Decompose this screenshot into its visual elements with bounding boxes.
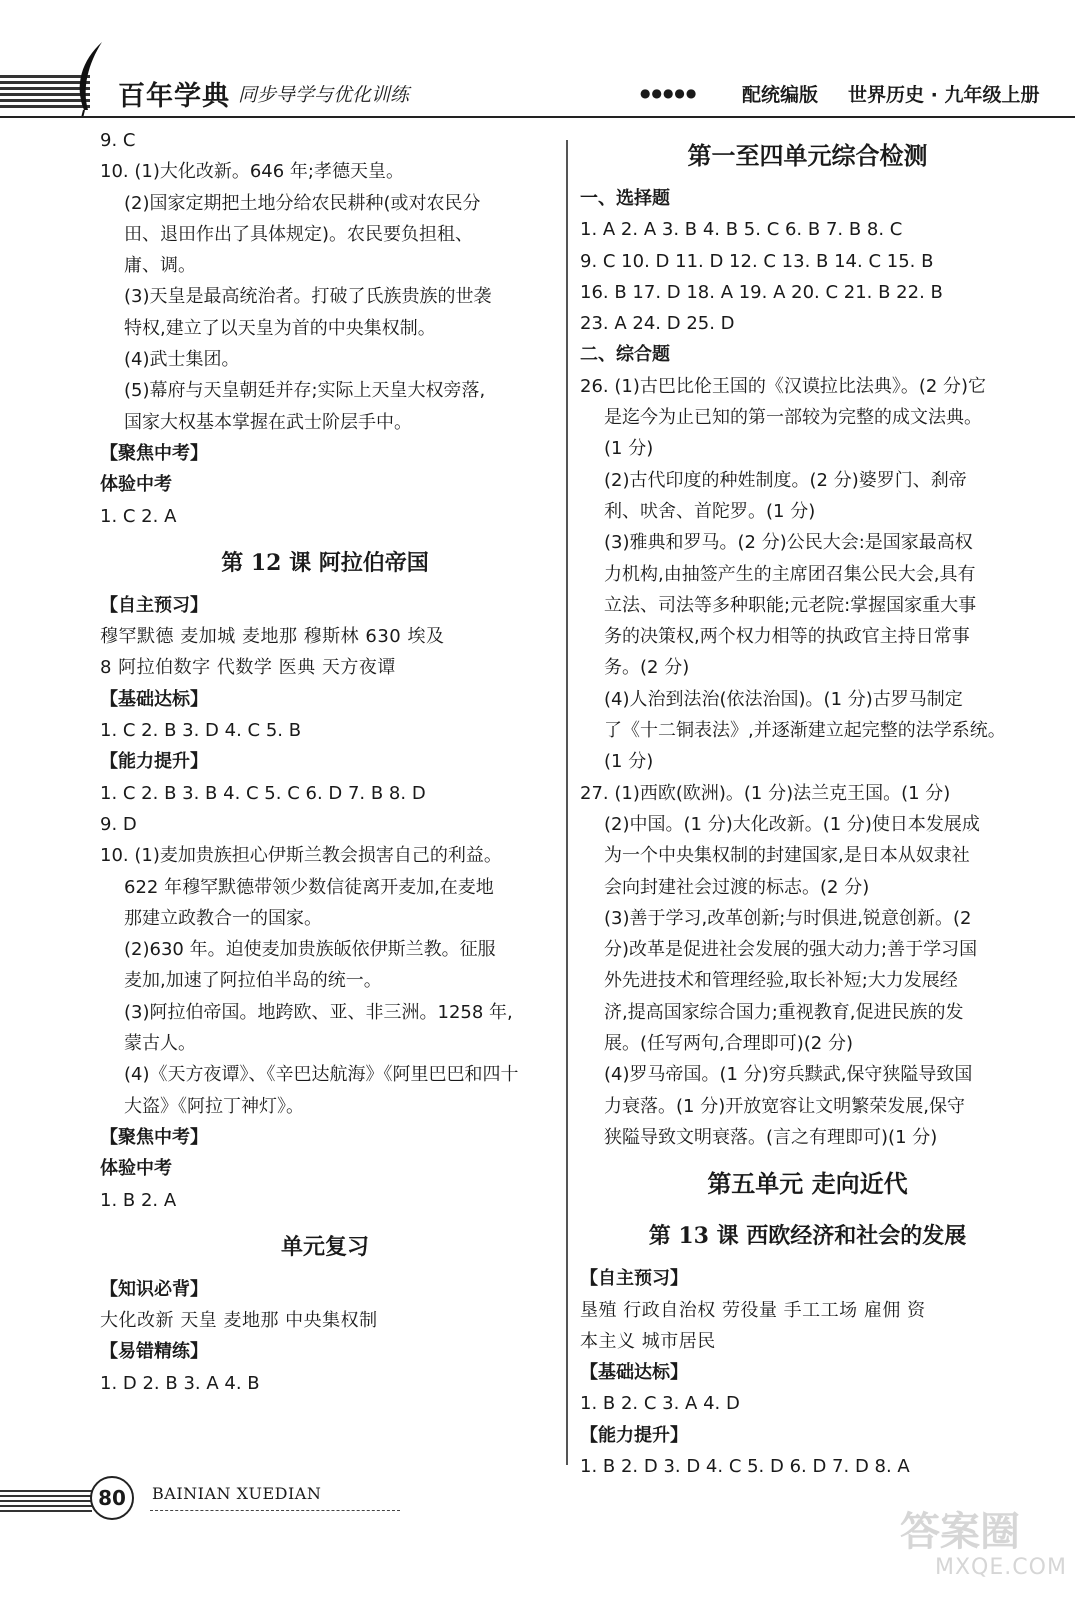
answer-line: 国家大权基本掌握在武士阶层手中。 [124,411,412,433]
answer-line: (3)天皇是最高统治者。打破了氏族贵族的世袭 [124,286,492,308]
answer-line: 力机构,由抽签产生的主席团召集公民大会,具有 [604,563,976,585]
left-column [100,125,550,1399]
answer-line: (1 分) [604,751,654,773]
answer-line: 1. A 2. A 3. B 4. B 5. C 6. B 7. B 8. C [580,219,903,241]
answer-line: 利、吠舍、首陀罗。(1 分) [604,500,816,522]
section-label: 【易错精练】 [100,1341,208,1363]
section-label: 【基础达标】 [580,1362,688,1384]
answer-line: 外先进技术和管理经验,取长补短;大力发展经 [604,970,958,992]
section-label: 【自主预习】 [580,1268,688,1290]
quill-pen-icon [62,40,114,118]
right-column [580,125,1035,1482]
lesson-title: 单元复习 [280,1233,369,1260]
section-label: 【能力提升】 [580,1424,688,1446]
footer-pinyin: BAINIAN XUEDIAN [152,1484,322,1503]
answer-line: 展。(任写两句,合理即可)(2 分) [604,1033,853,1055]
lesson-title: 第 12 课 阿拉伯帝国 [221,549,429,576]
answer-line: 大化改新 天皇 麦地那 中央集权制 [100,1310,378,1332]
answer-line: 田、退田作出了具体规定)。农民要负担租、 [124,223,474,245]
answer-line: (3)雅典和罗马。(2 分)公民大会:是国家最高权 [604,532,973,554]
answer-line: 穆罕默德 麦加城 麦地那 穆斯林 630 埃及 [100,626,445,648]
answer-line: 1. C 2. A [100,505,177,527]
section-label: 二、综合题 [580,344,670,366]
answer-line: (2)中国。(1 分)大化改新。(1 分)使日本发展成 [604,813,980,835]
answer-line: 务的决策权,两个权力相等的执政官主持日常事 [604,626,970,648]
answer-line: (3)善于学习,改革创新;与时俱进,锐意创新。(2 [604,907,972,929]
answer-line: (3)阿拉伯帝国。地跨欧、亚、非三洲。1258 年, [124,1001,513,1023]
section-label: 【基础达标】 [100,688,208,710]
answer-line: 了《十二铜表法》,并逐渐建立起完整的法学系统。 [604,720,1006,742]
answer-line: 分)改革是促进社会发展的强大动力;善于学习国 [604,939,978,961]
section-label: 【能力提升】 [100,751,208,773]
answer-line: (4)罗马帝国。(1 分)穷兵黩武,保守狭隘导致国 [604,1064,973,1086]
answer-line: 特权,建立了以天皇为首的中央集权制。 [124,317,436,339]
watermark-url: MXQE.COM [935,1555,1067,1580]
answer-line: (4)武士集团。 [124,349,240,371]
course-label: 世界历史 · 九年级上册 [848,84,1040,106]
page-header [0,40,1075,115]
answer-line: 庸、调。 [124,255,196,277]
header-rule [0,116,1075,118]
column-divider [566,140,568,1465]
footer-dashed-rule [150,1510,400,1511]
answer-line: 蒙古人。 [124,1033,196,1055]
page-number: 80 [90,1476,134,1520]
section-label: 一、选择题 [580,188,670,209]
brand-title: 百年学典 [118,81,230,112]
answer-line: 9. C [100,130,136,151]
answer-line: (2)古代印度的种姓制度。(2 分)婆罗门、刹帝 [604,469,967,491]
footer-lines-decoration [0,1490,92,1512]
brand-tagline: 同步导学与优化训练 [238,84,410,106]
section-label: 体验中考 [100,474,172,496]
answer-line: 1. B 2. D 3. D 4. C 5. D 6. D 7. D 8. A [580,1455,910,1477]
answer-line: 务。(2 分) [604,657,690,679]
section-label: 【自主预习】 [100,594,208,616]
answer-line: 济,提高国家综合国力;重视教育,促进民族的发 [604,1001,964,1023]
answer-line: (2)630 年。迫使麦加贵族皈依伊斯兰教。征服 [124,939,496,961]
answer-line: 1. D 2. B 3. A 4. B [100,1372,260,1394]
answer-line: 是迄今为止已知的第一部较为完整的成文法典。 [604,407,982,429]
unit-test-title: 第一至四单元综合检测 [687,141,928,170]
answer-line: (4)《天方夜谭》、《辛巴达航海》《阿里巴巴和四十 [124,1064,519,1086]
section-label: 【聚焦中考】 [100,442,208,464]
answer-line: 1. C 2. B 3. D 4. C 5. B [100,720,302,742]
answer-line: 26. (1)古巴比伦王国的《汉谟拉比法典》。(2 分)它 [580,375,987,397]
answer-line: (2)国家定期把土地分给农民耕种(或对农民分 [124,192,481,214]
answer-line: 23. A 24. D 25. D [580,313,735,335]
section-label: 【聚焦中考】 [100,1126,208,1148]
answer-line: 27. (1)西欧(欧洲)。(1 分)法兰克王国。(1 分) [580,782,951,804]
answer-line: 本主义 城市居民 [580,1330,716,1352]
answer-line: 16. B 17. D 18. A 19. A 20. C 21. B 22. B [580,281,943,303]
answer-line: 为一个中央集权制的封建国家,是日本从奴隶社 [604,845,970,867]
edition-label: 配统编版 [742,84,819,106]
header-dots: ●●●●● [640,86,698,100]
watermark-logo: 答案圈 [900,1509,1020,1555]
answer-line: 8 阿拉伯数字 代数学 医典 天方夜谭 [100,657,396,679]
answer-line: 10. (1)麦加贵族担心伊斯兰教会损害自己的利益。 [100,845,502,867]
answer-line: 大盗》《阿拉丁神灯》。 [124,1095,304,1117]
answer-line: 622 年穆罕默德带领少数信徒离开麦加,在麦地 [124,876,494,898]
answer-line: 立法、司法等多种职能;元老院:掌握国家重大事 [604,594,977,616]
answer-line: 麦加,加速了阿拉伯半岛的统一。 [124,970,382,992]
lesson-title: 第 13 课 西欧经济和社会的发展 [648,1223,967,1250]
answer-line: (1 分) [604,438,654,460]
answer-line: 10. (1)大化改新。646 年;孝德天皇。 [100,161,404,183]
answer-line: 9. D [100,813,137,835]
answer-line: 1. B 2. A [100,1189,177,1211]
answer-line: 垦殖 行政自治权 劳役量 手工工场 雇佣 资 [580,1299,926,1321]
section-label: 【知识必背】 [100,1278,208,1300]
section-label: 体验中考 [100,1158,172,1180]
answer-line: (5)幕府与天皇朝廷并存;实际上天皇大权旁落, [124,380,486,402]
unit-title: 第五单元 走向近代 [707,1169,908,1199]
answer-line: 9. C 10. D 11. D 12. C 13. B 14. C 15. B [580,250,934,272]
answer-line: 1. B 2. C 3. A 4. D [580,1393,740,1415]
answer-line: 力衰落。(1 分)开放宽容让文明繁荣发展,保守 [604,1095,965,1117]
answer-line: 那建立政教合一的国家。 [124,907,322,929]
answer-line: 狭隘导致文明衰落。(言之有理即可)(1 分) [604,1126,938,1148]
answer-line: 会向封建社会过渡的标志。(2 分) [604,876,870,898]
answer-line: 1. C 2. B 3. B 4. C 5. C 6. D 7. B 8. D [100,782,426,804]
answer-line: (4)人治到法治(依法治国)。(1 分)古罗马制定 [604,688,963,710]
